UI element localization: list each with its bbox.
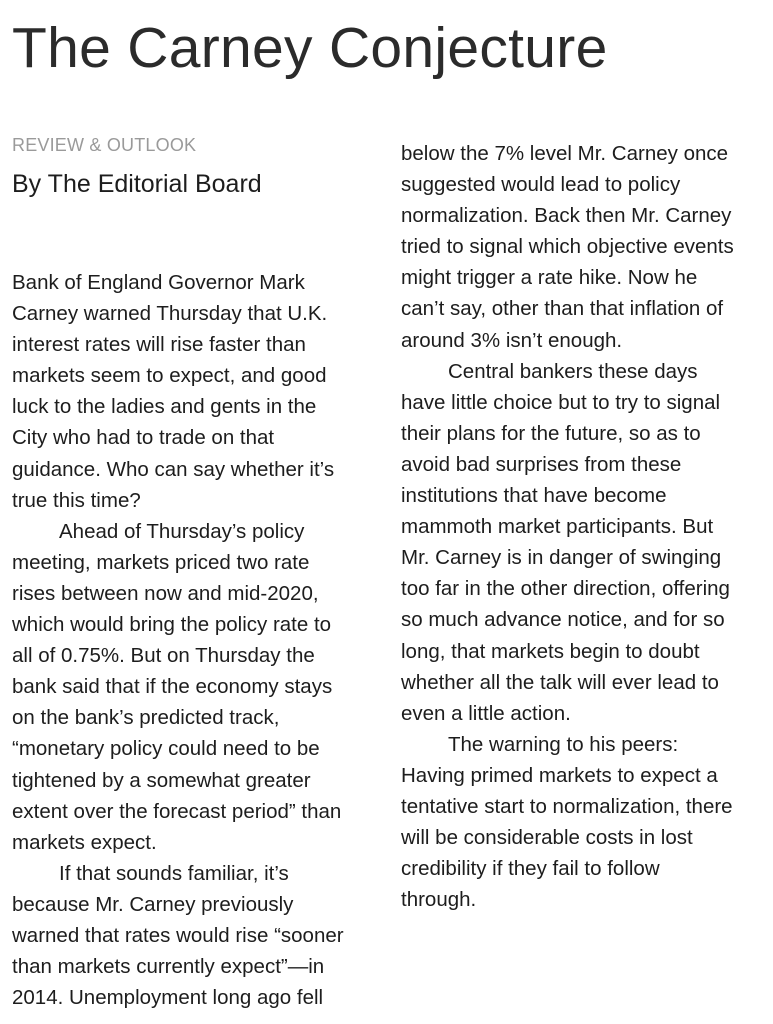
article-title: The Carney Conjecture: [12, 16, 608, 80]
paragraph: The warning to his peers: Having primed markets to expect a tentative start to normalization, there will be considerable costs in lost credibility if they fail to follow through.: [401, 732, 733, 912]
paragraph: Central bankers these days have little choice but to try to signal their plans for the future, so as to avoid bad surprises from these institutions that have become mammoth market participants. But Mr. Carney is in danger of swinging too far in the other direction, offering so much advance notice, and for so long, that markets begin to doubt whether all the talk will ever lead to even a little action.: [401, 359, 730, 725]
section-label: REVIEW & OUTLOOK: [12, 135, 197, 155]
byline: By The Editorial Board: [12, 170, 262, 198]
left-column-body: [12, 267, 382, 1013]
paragraph: below the 7% level Mr. Carney once suggested would lead to policy normalization. Back then Mr. Carney tried to signal which objective events might trigger a rate hike. Now he can’t say, other than that inflation of around 3% isn’t enough.: [401, 142, 734, 352]
right-column: [401, 138, 769, 915]
paragraph: If that sounds familiar, it’s because Mr. Carney previously warned that rates would rise “sooner than markets currently expect”—in 2014. Unemployment long ago fell: [12, 861, 344, 1010]
left-column: [12, 132, 382, 1013]
paragraph: Ahead of Thursday’s policy meeting, markets priced two rate rises between now and mid-2020, which would bring the policy rate to all of 0.75%. But on Thursday the bank said that if the economy stays on the bank’s predicted track, “monetary policy could need to be tightened by a somewhat greater extent over the forecast period” than markets expect.: [12, 519, 342, 854]
paragraph: Bank of England Governor Mark Carney warned Thursday that U.K. interest rates will rise faster than markets seem to expect, and good luck to the ladies and gents in the City who had to trade on that guidance. Who can say whether it’s true this time?: [12, 271, 335, 512]
